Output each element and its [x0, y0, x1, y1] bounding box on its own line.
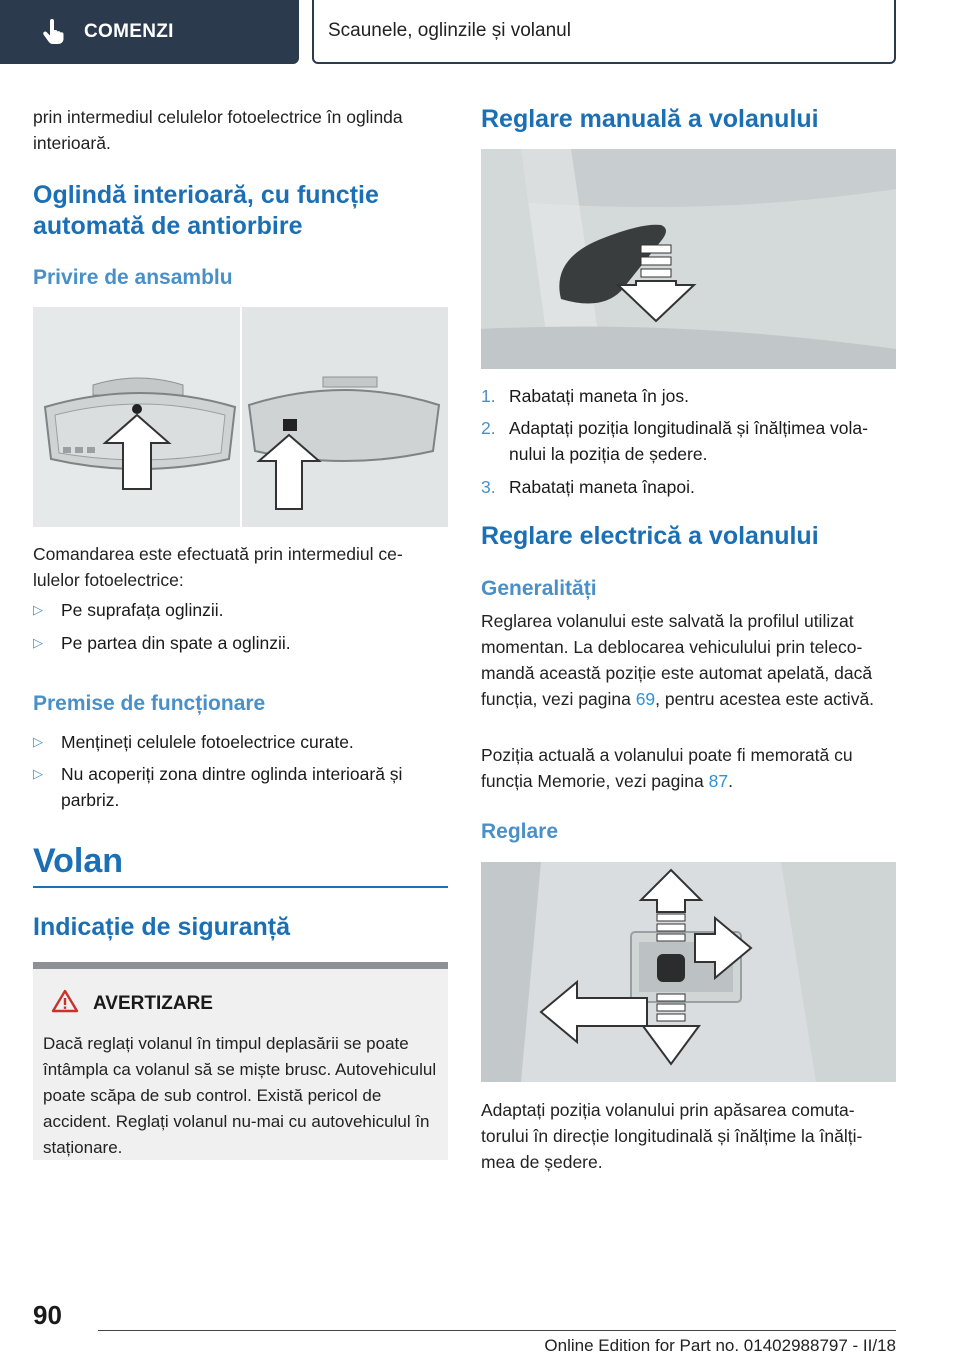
list-item: ▷ Pe partea din spate a oglinzii. [33, 630, 448, 656]
steering-lever-illustration [481, 149, 896, 369]
heading-overview: Privire de ansamblu [33, 266, 233, 289]
reglare-text: Adaptați poziția volanului prin apăsarea comuta‐torului în direcție longitudinală și înălțime la înălți‐mea de ședere. [481, 1100, 863, 1172]
list-item: 3. Rabatați maneta înapoi. [481, 477, 695, 497]
hand-pointer-icon [40, 19, 66, 45]
triangle-bullet-icon: ▷ [33, 602, 43, 617]
heading-electric: Reglare electrică a volanului [481, 522, 819, 550]
section-tab[interactable] [0, 0, 299, 64]
steering-switch-illustration [481, 862, 896, 1082]
control-text: Comandarea este efectuată prin intermediul ce‐lulelor fotoelectrice: [33, 544, 403, 590]
general-paragraph-2: Poziția actuală a volanului poate fi memorată cu funcția Memorie, vezi pagina 87. [481, 745, 853, 791]
volan-rule [33, 886, 448, 888]
intro-text: prin intermediul celulelor fotoelectrice în oglinda interioară. [33, 107, 403, 153]
list-item: ▷ Nu acoperiți zona dintre oglinda interioară și parbriz. [33, 761, 448, 813]
general-paragraph-1: Reglarea volanului este salvată la profilul utilizat momentan. La deblocarea vehiculului prin teleco‐mandă această poziție este automat apelată, dacă funcția, vezi pagina 69, pentru acestea este activă. [481, 611, 875, 709]
triangle-bullet-icon: ▷ [33, 734, 43, 749]
heading-volan: Volan [33, 842, 124, 880]
page-link-87[interactable]: 87 [708, 771, 729, 791]
mirror-illustration [33, 307, 448, 527]
heading-safety: Indicație de siguranță [33, 913, 291, 941]
warning-title: AVERTIZARE [93, 993, 213, 1014]
list-item: ▷ Pe suprafața oglinzii. [33, 597, 448, 623]
list-item: 1. Rabatați maneta în jos. [481, 386, 689, 406]
warning-box [33, 962, 448, 1160]
heading-general: Generalități [481, 577, 597, 600]
section-tab-label: COMENZI [84, 21, 174, 42]
heading-premise: Premise de funcționare [33, 692, 266, 715]
heading-reglare: Reglare [481, 820, 559, 843]
footer-rule [98, 1330, 896, 1331]
page-link-69[interactable]: 69 [635, 689, 656, 709]
list-item: 2. Adaptați poziția longitudinală și înălțimea vola‐nului la poziția de ședere. [481, 418, 868, 464]
triangle-bullet-icon: ▷ [33, 635, 43, 650]
triangle-bullet-icon: ▷ [33, 766, 43, 781]
footer-edition: Online Edition for Part no. 01402988797 - II/18 [544, 1336, 896, 1355]
page-number: 90 [33, 1300, 62, 1330]
warning-triangle-icon [51, 989, 79, 1019]
heading-manual: Reglare manuală a volanului [481, 105, 819, 133]
heading-mirror: Oglindă interioară, cu funcție automată de antiorbire [33, 181, 379, 240]
list-item: ▷ Mențineți celulele fotoelectrice curate. [33, 729, 448, 755]
page-header-title: Scaunele, oglinzile și volanul [312, 0, 896, 64]
warning-text: Dacă reglați volanul în timpul deplasării se poate întâmpla ca volanul să se miște brusc. Autovehiculul poate scăpa de sub control. Există pericol de accident. Reglați volanul nu‐mai cu autovehiculul în staționare. [43, 1034, 437, 1157]
